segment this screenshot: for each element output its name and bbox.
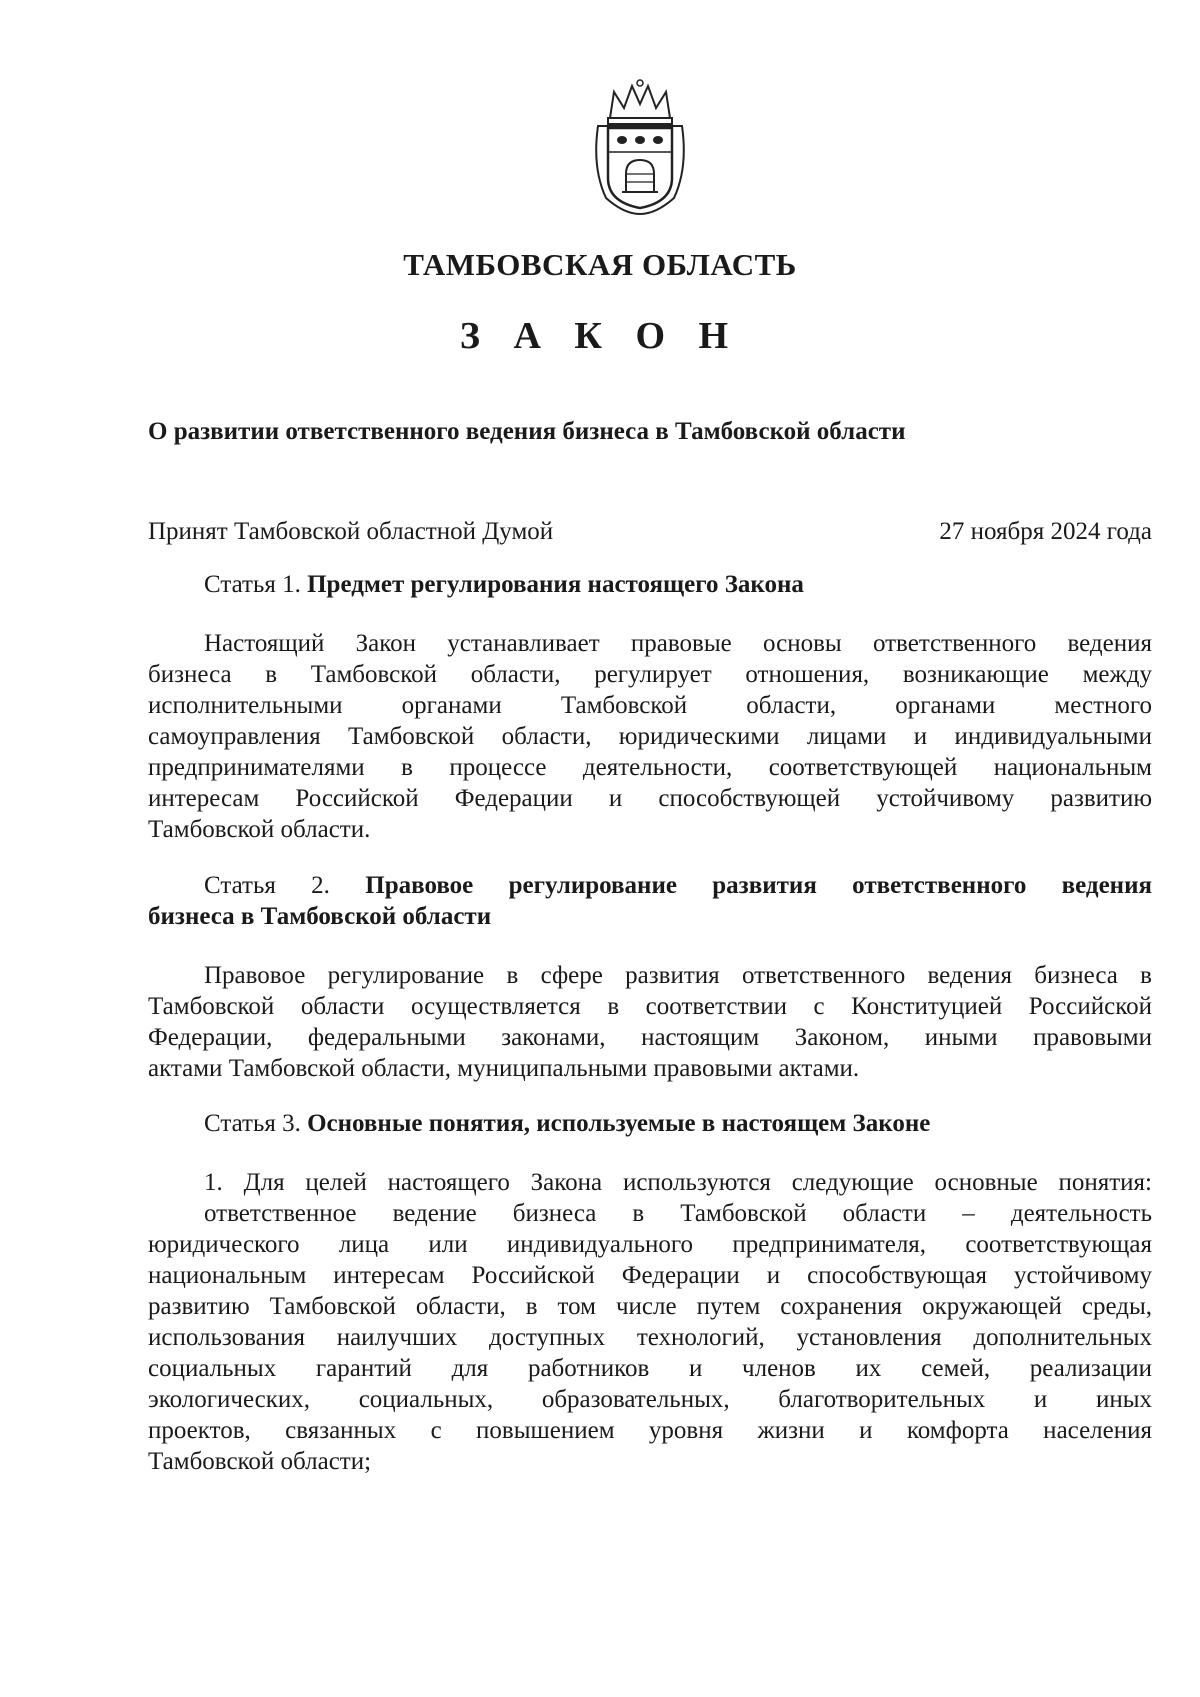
article-2-line: Правовое регулирование в сфере развития ответственного ведения бизнеса в bbox=[204, 962, 1152, 989]
article-1-title: Предмет регулирования настоящего Закона bbox=[307, 571, 804, 598]
article-2-title-line: бизнеса в Тамбовской области bbox=[148, 903, 492, 930]
article-1-heading bbox=[204, 569, 1152, 601]
article-1-line: предпринимателями в процессе деятельности, соответствующей национальным bbox=[148, 754, 1152, 781]
article-2-heading-cont bbox=[148, 901, 1152, 933]
article-2-prefix: Статья 2. bbox=[204, 872, 330, 899]
article-1-line: интересам Российской Федерации и способствующей устойчивому развитию bbox=[148, 785, 1152, 812]
document-type: З А К О Н bbox=[459, 315, 741, 357]
region-title: ТАМБОВСКАЯ ОБЛАСТЬ bbox=[403, 247, 797, 282]
law-title: О развитии ответственного ведения бизнеса в Тамбовской области bbox=[148, 418, 906, 445]
article-3-line: 1. Для целей настоящего Закона используются следующие основные понятия: bbox=[204, 1169, 1152, 1196]
article-3-heading bbox=[204, 1108, 1152, 1140]
article-3-line: ответственное ведение бизнеса в Тамбовской области – деятельность bbox=[204, 1200, 1152, 1227]
article-1-line: Тамбовской области. bbox=[148, 816, 371, 843]
article-2-heading bbox=[204, 870, 1152, 902]
article-2-line: Тамбовской области осуществляется в соответствии с Конституцией Российской bbox=[148, 993, 1152, 1020]
article-2-line: Федерации, федеральными законами, настоящим Законом, иными правовыми bbox=[148, 1024, 1152, 1051]
article-3-line: проектов, связанных с повышением уровня жизни и комфорта населения bbox=[148, 1417, 1152, 1444]
article-3-prefix: Статья 3. bbox=[204, 1110, 301, 1137]
article-3-line: социальных гарантий для работников и членов их семей, реализации bbox=[148, 1355, 1152, 1382]
article-2-title-line: Правовое регулирование развития ответственного ведения bbox=[365, 872, 1153, 899]
article-2-line: актами Тамбовской области, муниципальными правовыми актами. bbox=[148, 1055, 860, 1082]
article-1-line: самоуправления Тамбовской области, юридическими лицами и индивидуальными bbox=[148, 723, 1152, 750]
article-3-title: Основные понятия, используемые в настоящем Законе bbox=[307, 1110, 931, 1137]
article-1-line: исполнительными органами Тамбовской области, органами местного bbox=[148, 692, 1152, 719]
article-1-line: бизнеса в Тамбовской области, регулирует отношения, возникающие между bbox=[148, 661, 1152, 688]
article-3-line: Тамбовской области; bbox=[148, 1448, 372, 1475]
adopted-by: Принят Тамбовской областной Думой bbox=[148, 518, 554, 545]
article-3-line: экологических, социальных, образовательных, благотворительных и иных bbox=[148, 1386, 1152, 1413]
article-1-prefix: Статья 1. bbox=[204, 571, 301, 598]
article-3-line: развитию Тамбовской области, в том числе путем сохранения окружающей среды, bbox=[148, 1293, 1152, 1320]
article-3-line: национальным интересам Российской Федерации и способствующая устойчивому bbox=[148, 1262, 1152, 1289]
article-3-line: использования наилучших доступных технологий, установления дополнительных bbox=[148, 1324, 1152, 1351]
article-3-line: юридического лица или индивидуального предпринимателя, соответствующая bbox=[148, 1231, 1152, 1258]
article-1-line: Настоящий Закон устанавливает правовые основы ответственного ведения bbox=[204, 630, 1152, 657]
adoption-date: 27 ноября 2024 года bbox=[939, 518, 1152, 545]
tambov-coat-of-arms-icon bbox=[588, 78, 692, 216]
